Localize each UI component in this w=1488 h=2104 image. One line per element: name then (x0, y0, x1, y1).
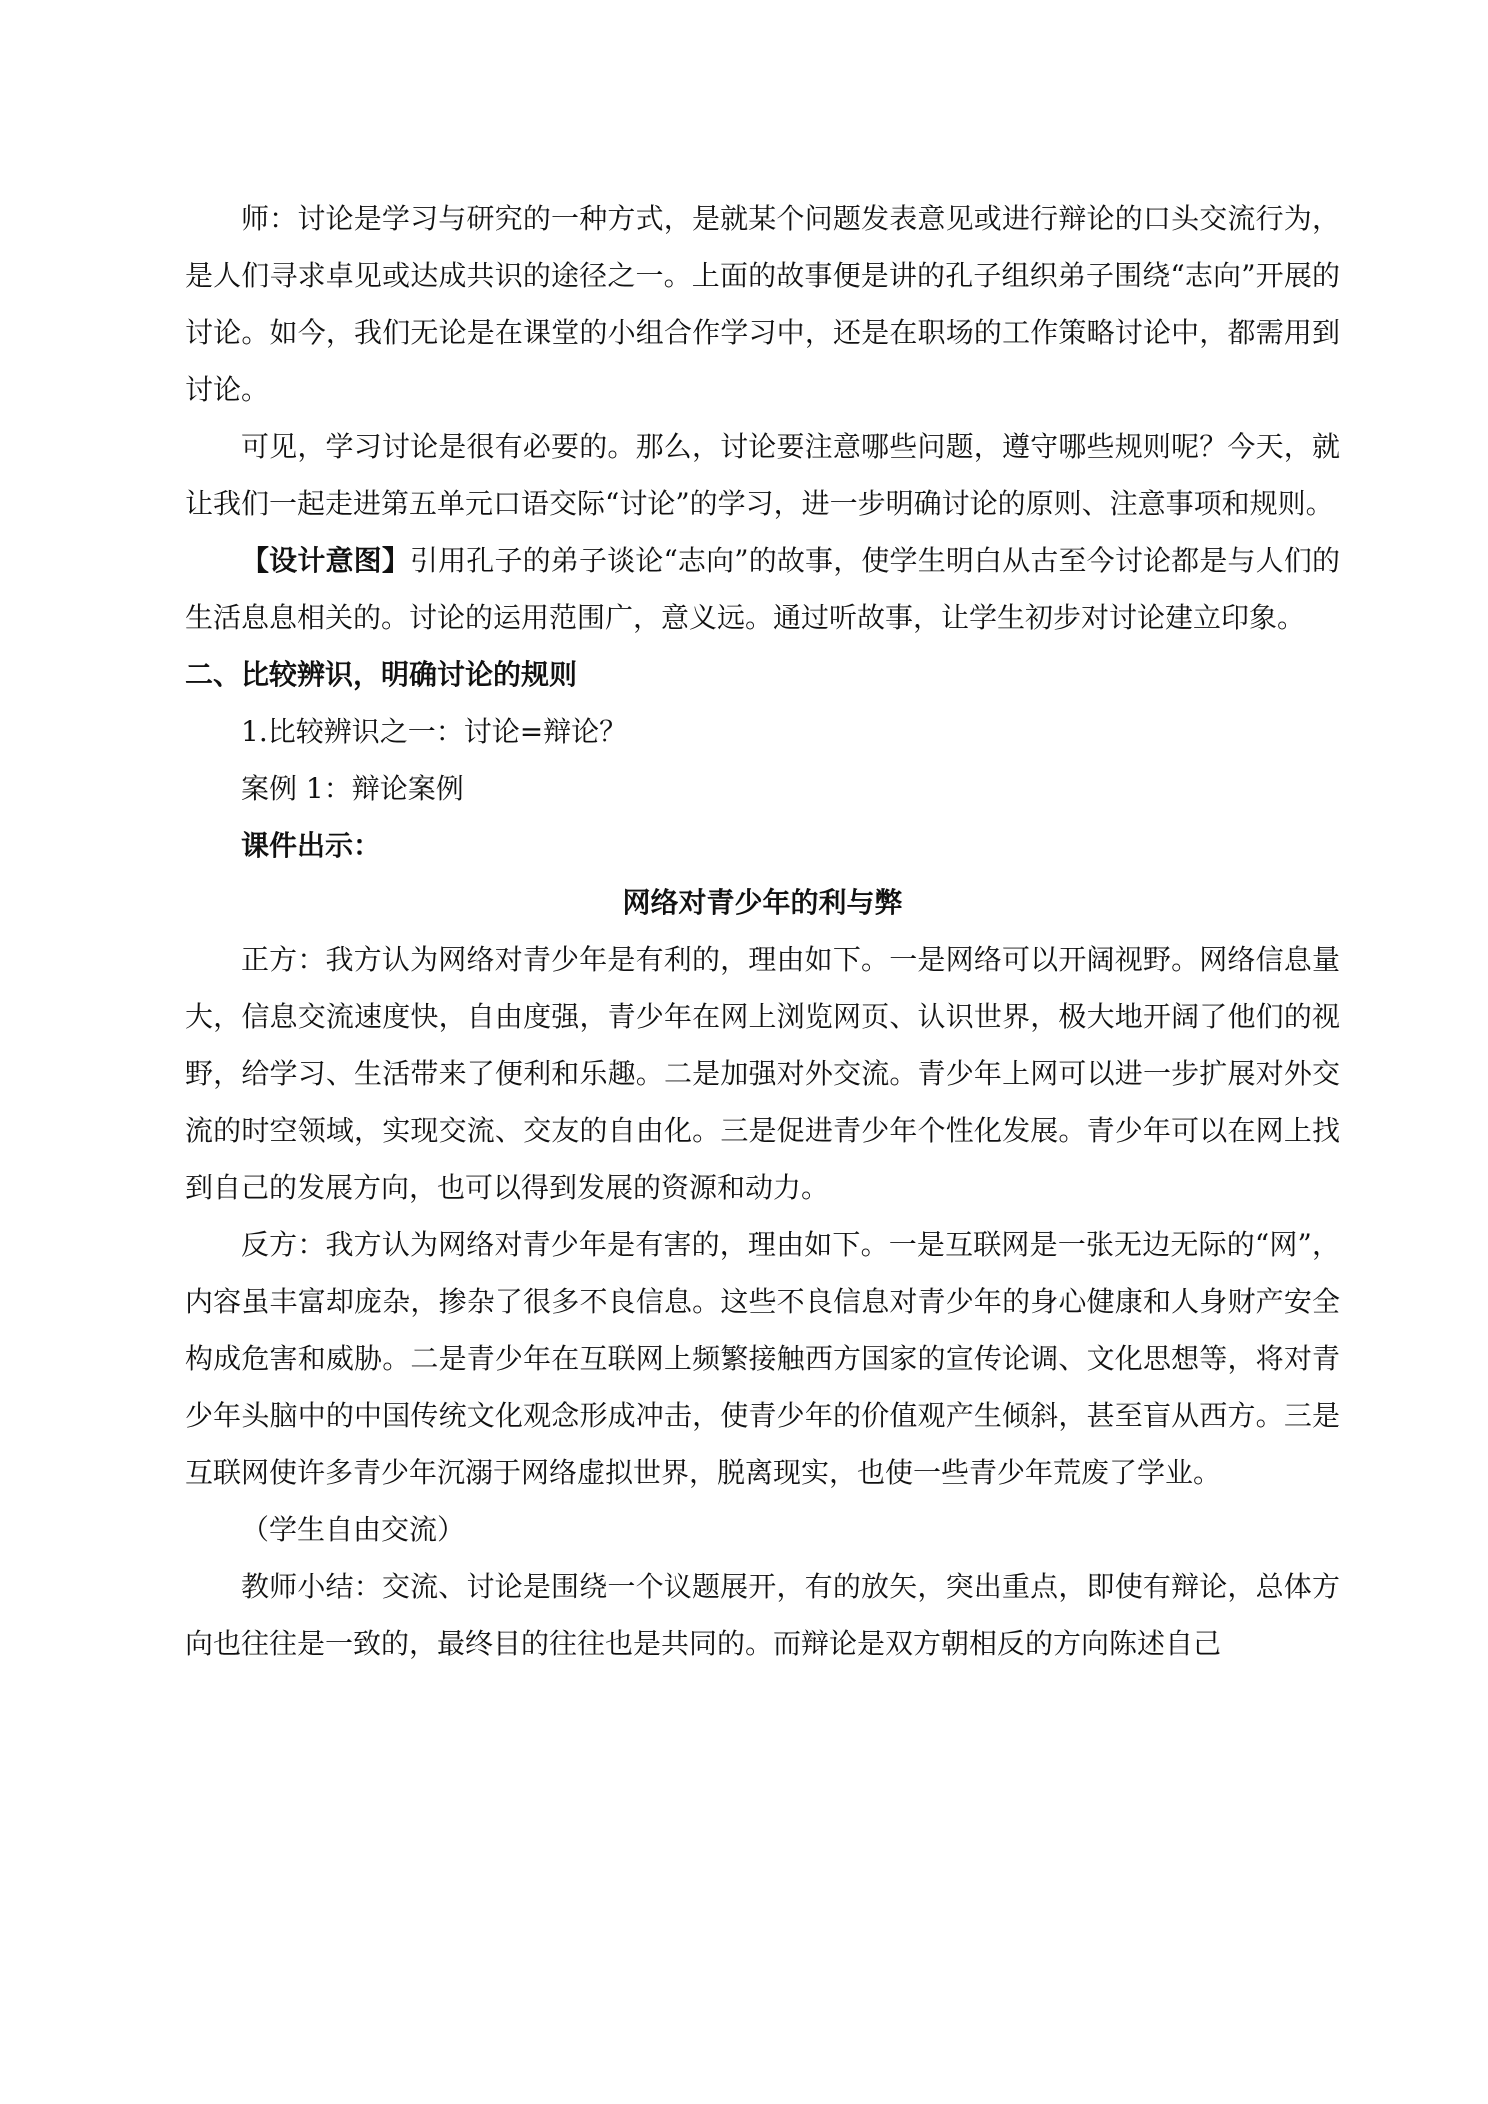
case-label: 案例 1：辩论案例 (241, 772, 464, 805)
paragraph-teacher-summary: 教师小结：交流、讨论是围绕一个议题展开，有的放矢，突出重点，即使有辩论，总体方向也往往是一致的，最终目的往往也是共同的。而辩论是双方朝相反的方向陈述自己 (185, 1570, 1340, 1660)
paragraph-necessity: 可见，学习讨论是很有必要的。那么，讨论要注意哪些问题，遵守哪些规则呢？今天，就让我们一起走进第五单元口语交际“讨论”的学习，进一步明确讨论的原则、注意事项和规则。 (185, 430, 1340, 520)
paragraph-free-discussion: （学生自由交流） (241, 1513, 466, 1546)
paragraph-teacher-intro: 师：讨论是学习与研究的一种方式，是就某个问题发表意见或进行辩论的口头交流行为，是人们寻求卓见或达成共识的途径之一。上面的故事便是讲的孔子组织弟子围绕“志向”开展的讨论。如今，我们无论是在课堂的小组合作学习中，还是在职场的工作策略讨论中，都需用到讨论。 (185, 202, 1340, 406)
comparison-item-1: 1.比较辨识之一：讨论=辩论？ (241, 715, 628, 748)
paragraph-pro-side: 正方：我方认为网络对青少年是有利的，理由如下。一是网络可以开阔视野。网络信息量大，信息交流速度快，自由度强，青少年在网上浏览网页、认识世界，极大地开阔了他们的视野，给学习、生活带来了便利和乐趣。二是加强对外交流。青少年上网可以进一步扩展对外交流的时空领域，实现交流、交友的自由化。三是促进青少年个性化发展。青少年可以在网上找到自己的发展方向，也可以得到发展的资源和动力。 (185, 943, 1340, 1204)
paragraph-con-side: 反方：我方认为网络对青少年是有害的，理由如下。一是互联网是一张无边无际的“网”，内容虽丰富却庞杂，掺杂了很多不良信息。这些不良信息对青少年的身心健康和人身财产安全构成危害和威胁。二是青少年在互联网上频繁接触西方国家的宣传论调、文化思想等，将对青少年头脑中的中国传统文化观念形成冲击，使青少年的价值观产生倾斜，甚至盲从西方。三是互联网使许多青少年沉溺于网络虚拟世界，脱离现实，也使一些青少年荒废了学业。 (185, 1228, 1340, 1489)
debate-title: 网络对青少年的利与弊 (622, 886, 903, 919)
design-intent-text: 引用孔子的弟子谈论“志向”的故事，使学生明白从古至今讨论都是与人们的生活息息相关的。讨论的运用范围广，意义远。通过听故事，让学生初步对讨论建立印象。 (185, 544, 1340, 634)
document-page (185, 190, 1340, 1672)
courseware-label: 课件出示： (241, 829, 382, 862)
section-heading: 二、比较辨识，明确讨论的规则 (185, 658, 578, 691)
design-intent-label: 【设计意图】 (241, 544, 410, 577)
paragraph-design-intent (185, 532, 1340, 646)
